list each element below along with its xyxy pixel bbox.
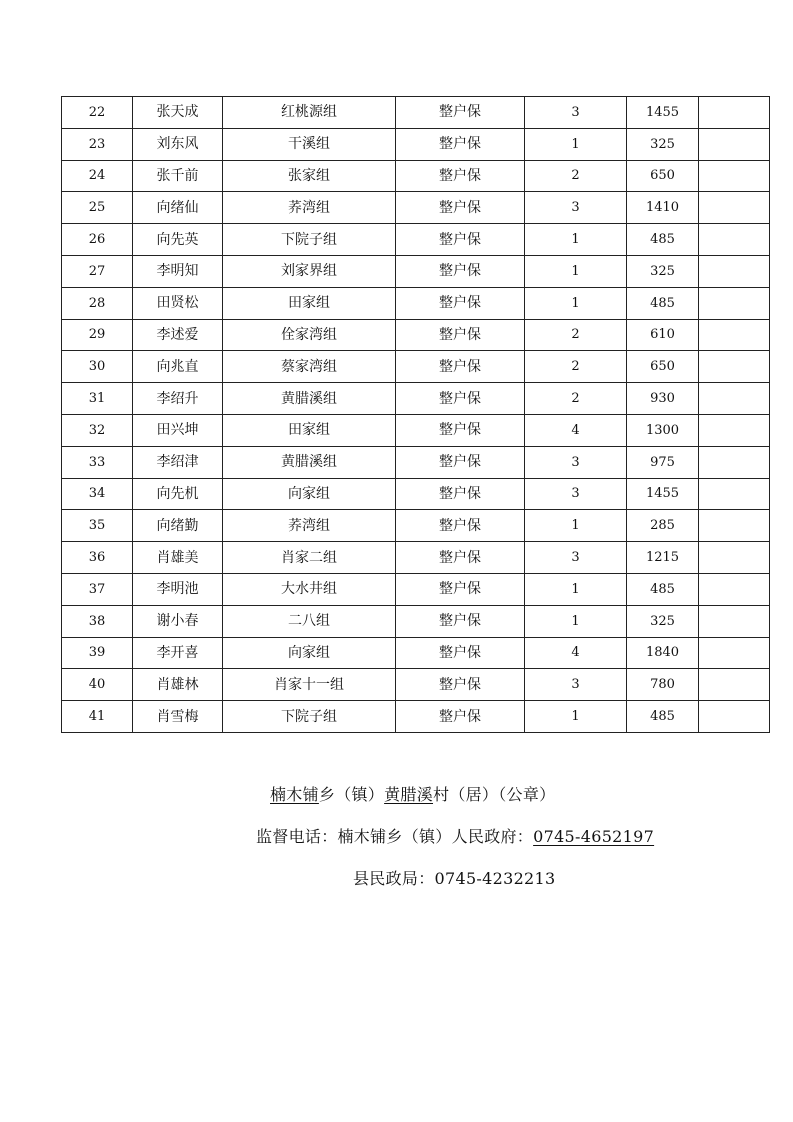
cell-name: 李明知 <box>133 255 223 287</box>
cell-name: 田兴坤 <box>133 414 223 446</box>
cell-name: 肖雄美 <box>133 542 223 574</box>
cell-index: 26 <box>62 224 133 256</box>
cell-remark <box>699 701 770 733</box>
table-row <box>62 287 770 319</box>
table-row <box>62 605 770 637</box>
cell-type: 整户保 <box>396 573 525 605</box>
cell-index: 28 <box>62 287 133 319</box>
cell-members: 3 <box>525 669 627 701</box>
cell-group: 刘家界组 <box>223 255 396 287</box>
cell-remark <box>699 383 770 415</box>
cell-amount: 975 <box>627 446 699 478</box>
cell-members: 4 <box>525 414 627 446</box>
cell-index: 22 <box>62 97 133 129</box>
cell-remark <box>699 414 770 446</box>
table-row <box>62 542 770 574</box>
cell-name: 张千前 <box>133 160 223 192</box>
cell-type: 整户保 <box>396 478 525 510</box>
village-suffix: 村（居）（公章） <box>433 785 556 804</box>
cell-name: 肖雪梅 <box>133 701 223 733</box>
cell-group: 黄腊溪组 <box>223 383 396 415</box>
cell-index: 32 <box>62 414 133 446</box>
cell-members: 1 <box>525 701 627 733</box>
cell-remark <box>699 637 770 669</box>
cell-amount: 650 <box>627 160 699 192</box>
cell-type: 整户保 <box>396 637 525 669</box>
cell-index: 29 <box>62 319 133 351</box>
cell-remark <box>699 542 770 574</box>
cell-type: 整户保 <box>396 446 525 478</box>
cell-amount: 1455 <box>627 478 699 510</box>
cell-group: 下院子组 <box>223 701 396 733</box>
cell-group: 红桃源组 <box>223 97 396 129</box>
cell-group: 下院子组 <box>223 224 396 256</box>
cell-remark <box>699 669 770 701</box>
table-row <box>62 319 770 351</box>
cell-members: 3 <box>525 192 627 224</box>
cell-amount: 1455 <box>627 97 699 129</box>
table-row <box>62 351 770 383</box>
cell-remark <box>699 287 770 319</box>
table-row <box>62 637 770 669</box>
cell-members: 1 <box>525 510 627 542</box>
town-name: 楠木铺 <box>270 785 319 804</box>
cell-remark <box>699 255 770 287</box>
cell-name: 李明池 <box>133 573 223 605</box>
cell-amount: 1410 <box>627 192 699 224</box>
cell-members: 3 <box>525 97 627 129</box>
cell-type: 整户保 <box>396 701 525 733</box>
cell-index: 30 <box>62 351 133 383</box>
cell-type: 整户保 <box>396 128 525 160</box>
cell-amount: 1300 <box>627 414 699 446</box>
cell-group: 向家组 <box>223 637 396 669</box>
cell-type: 整户保 <box>396 669 525 701</box>
cell-members: 2 <box>525 319 627 351</box>
cell-name: 李述爱 <box>133 319 223 351</box>
cell-remark <box>699 605 770 637</box>
village-name: 黄腊溪 <box>384 785 434 804</box>
cell-members: 3 <box>525 446 627 478</box>
table-row <box>62 446 770 478</box>
cell-members: 1 <box>525 128 627 160</box>
cell-index: 35 <box>62 510 133 542</box>
cell-type: 整户保 <box>396 510 525 542</box>
cell-name: 谢小春 <box>133 605 223 637</box>
cell-group: 田家组 <box>223 287 396 319</box>
seal-line <box>270 782 555 805</box>
cell-name: 李开喜 <box>133 637 223 669</box>
cell-type: 整户保 <box>396 414 525 446</box>
cell-index: 38 <box>62 605 133 637</box>
cell-remark <box>699 351 770 383</box>
beneficiary-table-wrap <box>61 96 770 733</box>
cell-remark <box>699 573 770 605</box>
cell-group: 向家组 <box>223 478 396 510</box>
cell-name: 李绍升 <box>133 383 223 415</box>
table-body <box>62 97 770 733</box>
cell-members: 1 <box>525 255 627 287</box>
cell-members: 3 <box>525 478 627 510</box>
cell-type: 整户保 <box>396 351 525 383</box>
cell-members: 2 <box>525 351 627 383</box>
cell-amount: 485 <box>627 573 699 605</box>
cell-remark <box>699 97 770 129</box>
cell-group: 荞湾组 <box>223 192 396 224</box>
cell-amount: 325 <box>627 605 699 637</box>
cell-name: 张天成 <box>133 97 223 129</box>
cell-index: 25 <box>62 192 133 224</box>
table-row <box>62 669 770 701</box>
cell-type: 整户保 <box>396 319 525 351</box>
cell-type: 整户保 <box>396 383 525 415</box>
cell-members: 1 <box>525 287 627 319</box>
table-row <box>62 383 770 415</box>
cell-name: 向先机 <box>133 478 223 510</box>
cell-type: 整户保 <box>396 542 525 574</box>
cell-group: 肖家二组 <box>223 542 396 574</box>
cell-index: 40 <box>62 669 133 701</box>
cell-members: 1 <box>525 573 627 605</box>
cell-amount: 285 <box>627 510 699 542</box>
table-row <box>62 255 770 287</box>
cell-group: 干溪组 <box>223 128 396 160</box>
cell-type: 整户保 <box>396 255 525 287</box>
cell-group: 黄腊溪组 <box>223 446 396 478</box>
cell-members: 1 <box>525 224 627 256</box>
cell-group: 佺家湾组 <box>223 319 396 351</box>
cell-amount: 1215 <box>627 542 699 574</box>
cell-remark <box>699 510 770 542</box>
cell-group: 荞湾组 <box>223 510 396 542</box>
town-suffix: 乡（镇） <box>318 785 385 804</box>
cell-members: 3 <box>525 542 627 574</box>
cell-amount: 485 <box>627 287 699 319</box>
cell-index: 24 <box>62 160 133 192</box>
cell-name: 向绪仙 <box>133 192 223 224</box>
cell-amount: 930 <box>627 383 699 415</box>
cell-index: 37 <box>62 573 133 605</box>
cell-remark <box>699 224 770 256</box>
cell-members: 2 <box>525 383 627 415</box>
cell-remark <box>699 160 770 192</box>
cell-remark <box>699 192 770 224</box>
cell-amount: 485 <box>627 701 699 733</box>
table-row <box>62 510 770 542</box>
supervision-phone: 0745-4652197 <box>533 827 655 846</box>
cell-amount: 650 <box>627 351 699 383</box>
cell-amount: 1840 <box>627 637 699 669</box>
cell-name: 肖雄林 <box>133 669 223 701</box>
cell-group: 二八组 <box>223 605 396 637</box>
cell-index: 23 <box>62 128 133 160</box>
cell-index: 33 <box>62 446 133 478</box>
cell-members: 4 <box>525 637 627 669</box>
cell-index: 41 <box>62 701 133 733</box>
table-row <box>62 573 770 605</box>
cell-amount: 610 <box>627 319 699 351</box>
cell-members: 2 <box>525 160 627 192</box>
cell-remark <box>699 128 770 160</box>
cell-index: 34 <box>62 478 133 510</box>
supervision-line <box>256 824 654 847</box>
cell-remark <box>699 446 770 478</box>
cell-name: 田贤松 <box>133 287 223 319</box>
table-row <box>62 160 770 192</box>
cell-index: 31 <box>62 383 133 415</box>
cell-amount: 325 <box>627 255 699 287</box>
cell-type: 整户保 <box>396 287 525 319</box>
cell-name: 李绍津 <box>133 446 223 478</box>
cell-index: 39 <box>62 637 133 669</box>
cell-group: 蔡家湾组 <box>223 351 396 383</box>
cell-remark <box>699 319 770 351</box>
cell-index: 36 <box>62 542 133 574</box>
cell-index: 27 <box>62 255 133 287</box>
cell-type: 整户保 <box>396 160 525 192</box>
cell-remark <box>699 478 770 510</box>
cell-type: 整户保 <box>396 224 525 256</box>
cell-name: 刘东风 <box>133 128 223 160</box>
table-row <box>62 701 770 733</box>
cell-group: 张家组 <box>223 160 396 192</box>
table-row <box>62 97 770 129</box>
beneficiary-table <box>61 96 770 733</box>
cell-name: 向兆直 <box>133 351 223 383</box>
cell-members: 1 <box>525 605 627 637</box>
table-row <box>62 192 770 224</box>
cell-type: 整户保 <box>396 192 525 224</box>
cell-type: 整户保 <box>396 605 525 637</box>
cell-group: 田家组 <box>223 414 396 446</box>
table-row <box>62 224 770 256</box>
cell-name: 向先英 <box>133 224 223 256</box>
cell-type: 整户保 <box>396 97 525 129</box>
cell-amount: 485 <box>627 224 699 256</box>
table-row <box>62 478 770 510</box>
table-row <box>62 128 770 160</box>
cell-amount: 780 <box>627 669 699 701</box>
cell-group: 大水井组 <box>223 573 396 605</box>
county-line: 县民政局：0745-4232213 <box>353 869 556 888</box>
supervision-label: 监督电话：楠木铺乡（镇）人民政府： <box>256 827 534 846</box>
table-row <box>62 414 770 446</box>
cell-name: 向绪勤 <box>133 510 223 542</box>
cell-group: 肖家十一组 <box>223 669 396 701</box>
cell-amount: 325 <box>627 128 699 160</box>
